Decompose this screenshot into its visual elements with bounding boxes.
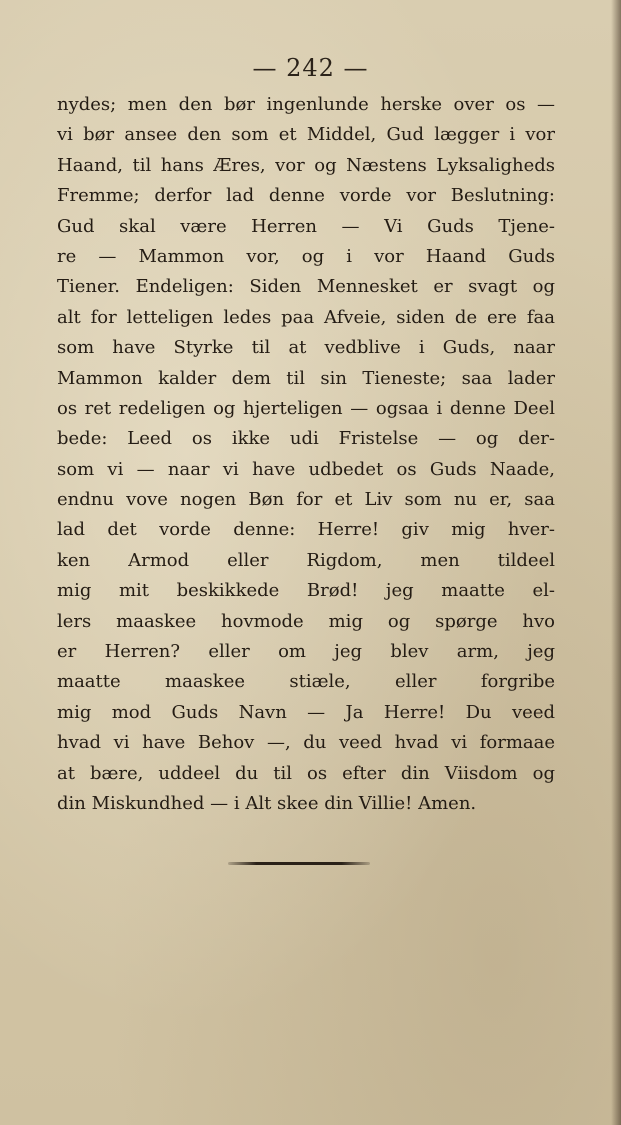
text-line: nydes; men den bør ingenlunde herske over os — bbox=[57, 94, 555, 115]
text-line: bede: Leed os ikke udi Fristelse — og der- bbox=[57, 428, 555, 450]
end-rule bbox=[228, 862, 370, 865]
text-line: os ret redeligen og hjerteligen — ogsaa i denne Deel bbox=[57, 397, 555, 419]
text-line: Haand, til hans Æres, vor og Næstens Lyksaligheds bbox=[57, 154, 555, 176]
text-line: endnu vove nogen Bøn for et Liv som nu er, saa bbox=[57, 489, 555, 511]
text-line: at bære, uddeel du til os efter din Viisdom og bbox=[57, 762, 555, 784]
text-line: mig mod Guds Navn — Ja Herre! Du veed bbox=[57, 701, 555, 723]
text-line: Tiener. Endeligen: Siden Mennesket er svagt og bbox=[57, 276, 555, 298]
text-line: maatte maaskee stiæle, eller forgribe bbox=[57, 671, 555, 693]
text-line: lad det vorde denne: Herre! giv mig hver- bbox=[57, 519, 555, 541]
text-line: Gud skal være Herren — Vi Guds Tjene- bbox=[57, 215, 555, 237]
text-line: som have Styrke til at vedblive i Guds, naar bbox=[57, 337, 555, 359]
body-text bbox=[57, 90, 555, 819]
text-line: er Herren? eller om jeg blev arm, jeg bbox=[57, 641, 555, 663]
text-line: ken Armod eller Rigdom, men tildeel bbox=[57, 549, 555, 571]
page-spine-shadow bbox=[611, 0, 621, 1125]
text-line: alt for letteligen ledes paa Afveie, siden de ere faa bbox=[57, 306, 555, 328]
text-line: hvad vi have Behov —, du veed hvad vi formaae bbox=[57, 732, 555, 754]
text-line: vi bør ansee den som et Middel, Gud lægger i vor bbox=[57, 124, 555, 146]
page-number: — 242 — bbox=[252, 54, 369, 82]
text-line: din Miskundhed — i Alt skee din Villie! Amen. bbox=[57, 792, 477, 814]
text-line: mig mit beskikkede Brød! jeg maatte el- bbox=[57, 580, 555, 602]
text-line: lers maaskee hovmode mig og spørge hvo bbox=[57, 610, 555, 632]
text-line: Mammon kalder dem til sin Tieneste; saa lader bbox=[57, 367, 555, 389]
text-line: Fremme; derfor lad denne vorde vor Beslutning: bbox=[57, 185, 555, 207]
text-line: som vi — naar vi have udbedet os Guds Naade, bbox=[57, 458, 555, 480]
text-line: re — Mammon vor, og i vor Haand Guds bbox=[57, 245, 555, 267]
